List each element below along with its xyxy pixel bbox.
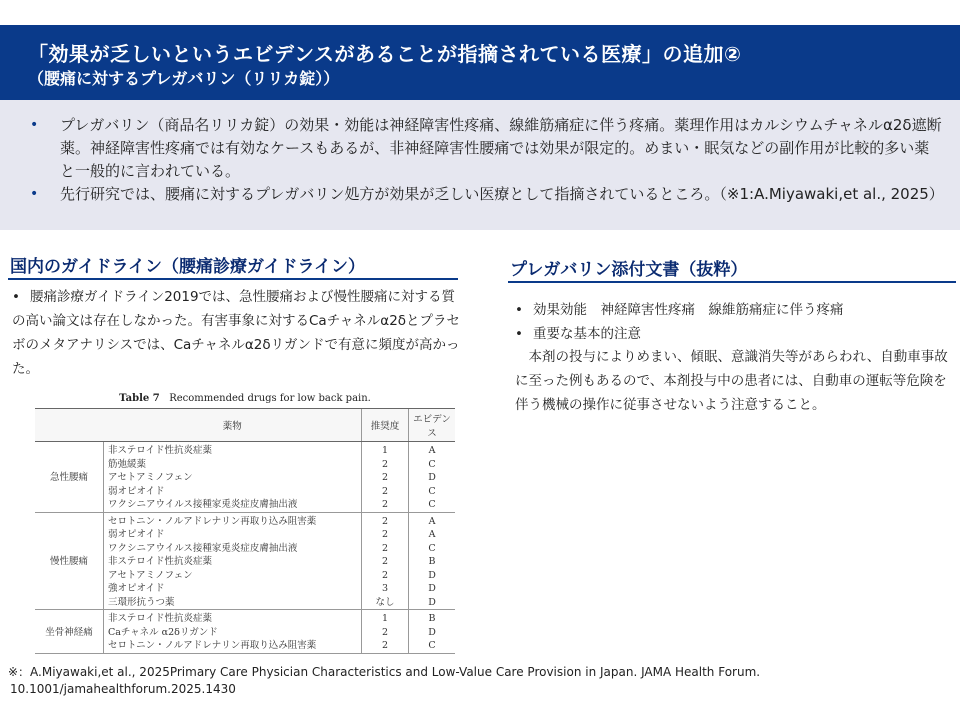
guideline-section-title: 国内のガイドライン（腰痛診療ガイドライン） xyxy=(10,257,365,277)
table-rec-cell: なし xyxy=(362,596,409,610)
table-header-category xyxy=(35,409,104,442)
table-rec-cell: 2 xyxy=(362,569,409,583)
table-ev-cell: C xyxy=(409,542,456,556)
bullet-icon: • xyxy=(30,186,39,202)
table-ev-cell: C xyxy=(409,458,456,472)
table-drug-cell: 非ステロイド性抗炎症薬 xyxy=(108,445,213,456)
table-ev-cell: A xyxy=(409,442,456,458)
table-drug-cell: 筋弛緩薬 xyxy=(108,458,147,470)
table-ev-cell: C xyxy=(409,485,456,499)
package-insert-paragraph: 本剤の投与によりめまい、傾眠、意識消失等があらわれ、自動車事故に至った例もあるので、本剤投与中の患者には、自動車の運転等危険を伴う機械の操作に従事させないよう注意すること。 xyxy=(515,349,948,413)
footnote-line-1: ※：A.Miyawaki,et al., 2025Primary Care Physician Characteristics and Low-Value Care Provision in Japan. JAMA Health Forum. xyxy=(8,665,761,679)
table-rec-cell: 2 xyxy=(362,528,409,542)
table-drug-cell: 非ステロイド性抗炎症薬 xyxy=(108,613,213,624)
table-rec-cell: 2 xyxy=(362,485,409,499)
table-drug-cell: アセトアミノフェン xyxy=(108,569,193,581)
table-ev-cell: D xyxy=(409,569,456,583)
table-category-cell: 慢性腰痛 xyxy=(35,512,104,610)
footnote xyxy=(8,664,948,698)
table-ev-cell: D xyxy=(409,582,456,596)
page-subtitle: （腰痛に対するプレガバリン（リリカ錠）） xyxy=(28,69,340,88)
guideline-text: • 腰痛診療ガイドライン2019では、急性腰痛および慢性腰痛に対する質の高い論文は存在しなかった。有害事象に対するCaチャネルα2δとプラセボのメタアナリシスでは、Caチャネルα2δリガンドで有意に頻度が高かった。 xyxy=(12,285,462,381)
table-drug-cell: ワクシニアウイルス接種家兎炎症皮膚抽出液 xyxy=(104,498,362,512)
table-ev-cell: A xyxy=(409,512,456,528)
table-row xyxy=(35,442,455,458)
table-rec-cell: 2 xyxy=(362,512,409,528)
table-ev-cell: C xyxy=(409,639,456,653)
summary-bullet-2: • 先行研究では、腰痛に対するプレガバリン処方が効果が乏しい医療として指摘されているところ。（※1:A.Miyawaki,et al., 2025） xyxy=(30,183,942,206)
table-row xyxy=(35,610,455,626)
package-insert-section-rule xyxy=(508,281,956,283)
table-rec-cell: 1 xyxy=(362,610,409,626)
summary-box xyxy=(0,100,960,230)
table-row xyxy=(35,512,455,528)
package-insert-item-2: • 重要な基本的注意 xyxy=(515,322,955,346)
table-rec-cell: 2 xyxy=(362,498,409,512)
footnote-line-2: 10.1001/jamahealthforum.2025.1430 xyxy=(10,682,236,696)
table-ev-cell: B xyxy=(409,555,456,569)
table-drug-cell: アセトアミノフェン xyxy=(108,472,193,483)
table-header-rec: 推奨度 xyxy=(362,409,409,442)
package-insert-list xyxy=(515,298,955,346)
table-ev-cell: B xyxy=(409,610,456,626)
table-drug-cell: 弱オピオイド xyxy=(108,529,165,540)
table-header-drug: 薬物 xyxy=(104,409,362,442)
table-header-ev: エビデンス xyxy=(409,409,456,442)
table-drug-cell: 強オピオイド xyxy=(108,583,165,594)
drug-table xyxy=(35,408,455,654)
table-drug-cell: Caチャネル α2δリガンド xyxy=(108,626,218,638)
table-ev-cell: C xyxy=(409,498,456,512)
table-ev-cell: D xyxy=(409,471,456,485)
guideline-section-rule xyxy=(8,278,458,280)
table-rec-cell: 2 xyxy=(362,555,409,569)
bullet-icon: • xyxy=(515,302,523,318)
table-rec-cell: 2 xyxy=(362,458,409,472)
table-ev-cell: D xyxy=(409,596,456,610)
table-caption: Table 7 Recommended drugs for low back pain. xyxy=(119,393,371,404)
table-category-cell: 急性腰痛 xyxy=(35,442,104,513)
table-ev-cell: D xyxy=(409,626,456,640)
table-drug-cell: 三環形抗うつ薬 xyxy=(104,596,362,610)
table-drug-cell: セロトニン・ノルアドレナリン再取り込み阻害薬 xyxy=(104,639,362,653)
table-drug-cell: 弱オピオイド xyxy=(108,485,165,497)
page-title: 「効果が乏しいというエビデンスがあることが指摘されている医療」の追加② xyxy=(28,42,742,66)
table-category-cell: 坐骨神経痛 xyxy=(35,610,104,654)
bullet-icon: • xyxy=(30,117,39,133)
package-insert-section-title: プレガバリン添付文書（抜粋） xyxy=(510,260,748,280)
table-rec-cell: 2 xyxy=(362,626,409,640)
summary-bullet-1: • プレガバリン（商品名リリカ錠）の効果・効能は神経障害性疼痛、線維筋痛症に伴う疼痛。薬理作用はカルシウムチャネルα2δ遮断薬。神経障害性疼痛では有効なケースもあるが、非神経障害性腰痛では効果が限定的。めまい・眠気などの副作用が比較的多い薬と一般的に言われている。 xyxy=(30,116,942,180)
bullet-icon: • xyxy=(515,326,523,342)
table-rec-cell: 1 xyxy=(362,442,409,458)
package-insert-item-1: • 効果効能 神経障害性疼痛 線維筋痛症に伴う疼痛 xyxy=(515,298,955,322)
bullet-icon: • xyxy=(12,289,20,305)
table-drug-cell: ワクシニアウイルス接種家兎炎症皮膚抽出液 xyxy=(108,542,298,554)
table-rec-cell: 3 xyxy=(362,582,409,596)
table-ev-cell: A xyxy=(409,528,456,542)
table-drug-cell: 非ステロイド性抗炎症薬 xyxy=(108,556,213,567)
drug-table-figure xyxy=(35,393,455,651)
table-rec-cell: 2 xyxy=(362,542,409,556)
table-drug-cell: セロトニン・ノルアドレナリン再取り込み阻害薬 xyxy=(108,515,317,527)
table-rec-cell: 2 xyxy=(362,639,409,653)
table-rec-cell: 2 xyxy=(362,471,409,485)
